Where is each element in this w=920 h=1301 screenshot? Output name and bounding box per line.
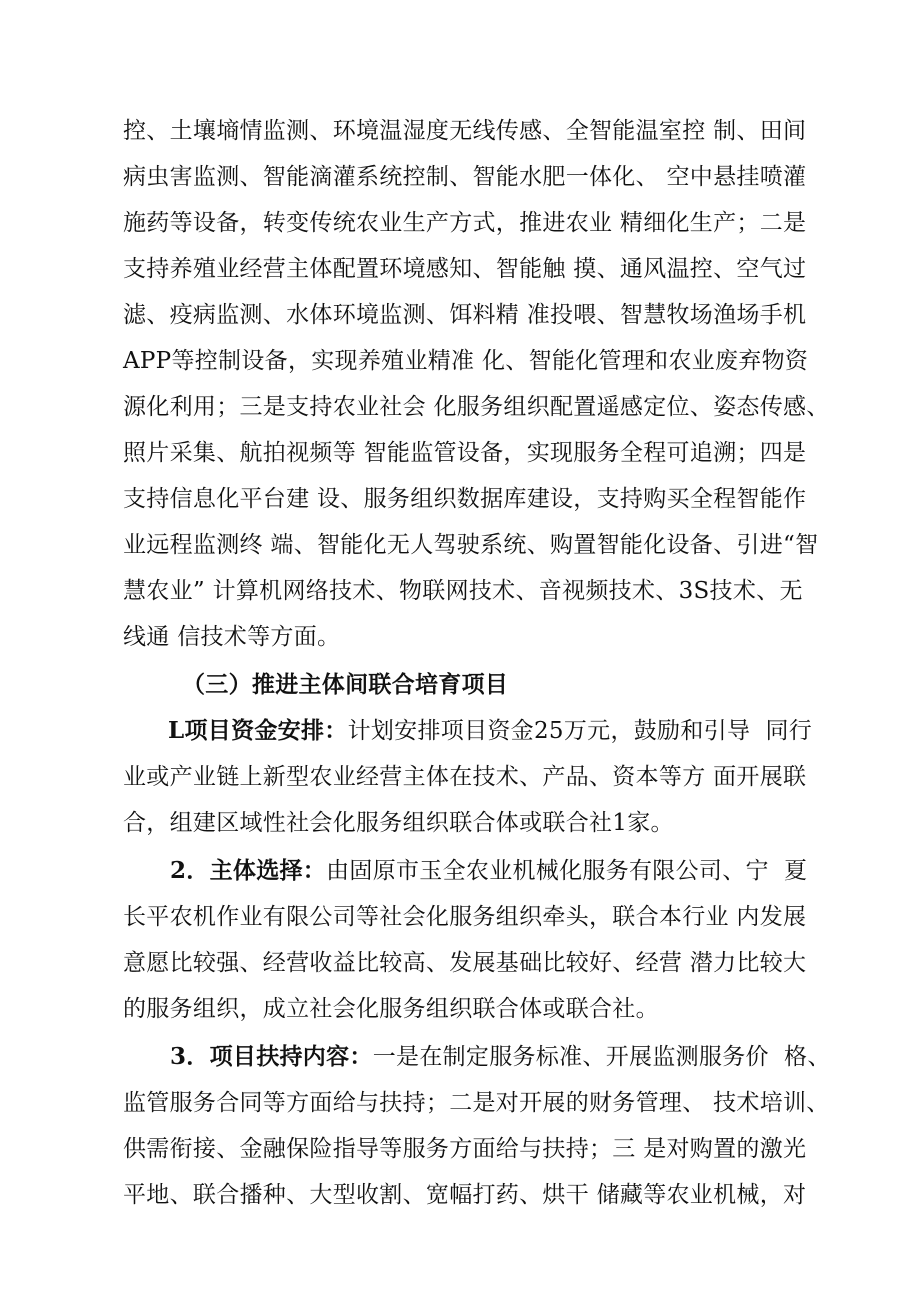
paragraph-line: 监管服务合同等方面给与扶持；二是对开展的财务管理、 技术培训、 (123, 1090, 830, 1116)
item-2-first-line (170, 856, 807, 886)
paragraph-line: 照片采集、航拍视频等 智能监管设备，实现服务全程可追溯；四是 (123, 440, 807, 466)
paragraph-line: 源化利用；三是支持农业社会 化服务组织配置遥感定位、姿态传感、 (123, 394, 830, 420)
paragraph-line: 平地、联合播种、大型收割、宽幅打药、烘干 储藏等农业机械，对 (123, 1182, 807, 1208)
paragraph-line: 意愿比较强、经营收益比较高、发展基础比较好、经营 潜力比较大 (123, 950, 807, 976)
item-3-text: 一是在制定服务标准、开展监测服务价 格、 (372, 1044, 831, 1070)
paragraph-line: 线通 信技术等方面。 (123, 624, 341, 650)
item-2-label: 2．主体选择： (170, 857, 327, 884)
paragraph-line: APP等控制设备，实现养殖业精准 化、智能化管理和农业废弃物资 (123, 348, 809, 374)
paragraph-line: 滤、疫病监测、水体环境监测、饵料精 准投喂、智慧牧场渔场手机 (123, 302, 807, 328)
item-3-label: 3．项目扶持内容： (170, 1043, 373, 1070)
item-1-label: L项目资金安排： (168, 717, 348, 744)
paragraph-line: 业远程监测终 端、智能化无人驾驶系统、购置智能化设备、引进“智 (123, 532, 819, 558)
paragraph-line: 支持信息化平台建 设、服务组织数据库建设，支持购买全程智能作 (123, 486, 807, 512)
item-3-first-line (170, 1042, 831, 1072)
paragraph-line: 支持养殖业经营主体配置环境感知、智能触 摸、通风温控、空气过 (123, 256, 807, 282)
section-heading: （三）推进主体间联合培育项目 (182, 672, 509, 698)
paragraph-line: 业或产业链上新型农业经营主体在技术、产品、资本等方 面开展联 (123, 764, 807, 790)
paragraph-line: 慧农业” 计算机网络技术、物联网技术、音视频技术、3S技术、无 (123, 578, 803, 604)
item-1-first-line (168, 716, 812, 746)
item-1-text: 计划安排项目资金25万元，鼓励和引导 同行 (347, 718, 813, 744)
paragraph-line: 的服务组织，成立社会化服务组织联合体或联合社。 (123, 996, 659, 1022)
paragraph-line: 施药等设备，转变传统农业生产方式，推进农业 精细化生产；二是 (123, 210, 807, 236)
paragraph-line: 合，组建区域性社会化服务组织联合体或联合社1家。 (123, 810, 674, 836)
paragraph-line: 病虫害监测、智能滴灌系统控制、智能水肥一体化、 空中悬挂喷灌 (123, 164, 807, 190)
item-2-text: 由固原市玉全农业机械化服务有限公司、宁 夏 (326, 858, 808, 884)
paragraph-line: 控、土壤墒情监测、环境温湿度无线传感、全智能温室控 制、田间 (123, 118, 807, 144)
paragraph-line: 供需衔接、金融保险指导等服务方面给与扶持；三 是对购置的激光 (123, 1136, 807, 1162)
paragraph-line: 长平农机作业有限公司等社会化服务组织牵头，联合本行业 内发展 (123, 904, 807, 930)
